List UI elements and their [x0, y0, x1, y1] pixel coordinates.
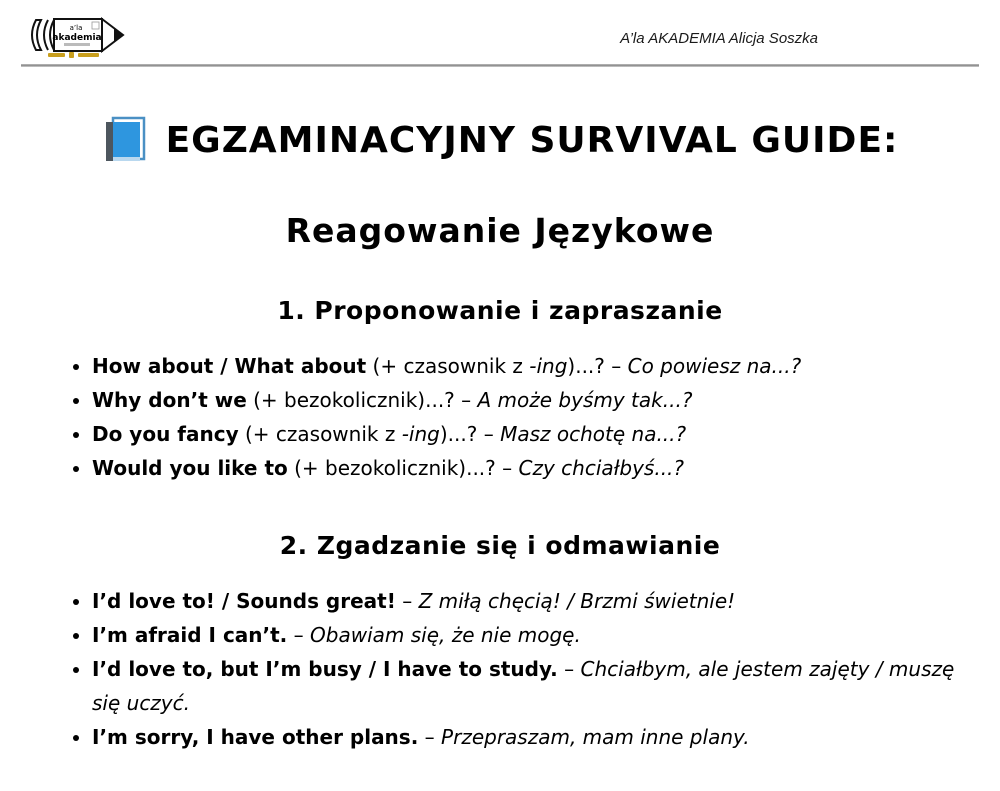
text-segment: (+ czasownik z [238, 422, 402, 446]
list-item [92, 618, 970, 652]
pencil-eraser [32, 20, 41, 50]
trademark-box [92, 22, 99, 29]
text-segment: Why don’t we [92, 388, 247, 412]
list-item [92, 417, 970, 451]
text-segment: )...? – [567, 354, 628, 378]
logo-line1: a’la [69, 24, 83, 32]
blue-book-icon [102, 115, 148, 165]
text-segment: -ing [529, 354, 568, 378]
header-divider [21, 64, 979, 67]
book-spine [106, 122, 113, 161]
text-segment: Czy chciałbyś...? [518, 456, 685, 480]
text-segment: – [395, 589, 419, 613]
page-title [0, 115, 1000, 165]
text-segment: – [418, 725, 442, 749]
logo-fineprint-bar [64, 43, 90, 46]
phrase-list-1 [0, 349, 1000, 485]
text-segment: Obawiam się, że nie mogę. [310, 623, 581, 647]
section-2-heading: 2. Zgadzanie się i odmawianie [279, 531, 721, 560]
text-segment: I’d love to, but I’m busy / I have to study. [92, 657, 558, 681]
text-segment: (+ czasownik z [366, 354, 530, 378]
text-segment: Przepraszam, mam inne plany. [441, 725, 750, 749]
text-segment: Would you like to [92, 456, 288, 480]
text-segment: I’d love to! / Sounds great! [92, 589, 396, 613]
text-segment: Co powiesz na...? [627, 354, 802, 378]
list-item [92, 383, 970, 417]
section-1-heading: 1. Proponowanie i zapraszanie [277, 296, 723, 325]
author-text: A’la AKADEMIA Alicja Soszka [620, 30, 818, 47]
text-segment: How about / What about [92, 354, 367, 378]
text-segment: Do you fancy [92, 422, 239, 446]
text-segment: – [287, 623, 311, 647]
text-segment: I’m afraid I can’t. [92, 623, 288, 647]
text-segment: I’m sorry, I have other plans. [92, 725, 419, 749]
list-item [92, 451, 970, 485]
phrase-list-2 [0, 584, 1000, 754]
list-item [92, 652, 970, 720]
akademia-pencil-logo [26, 10, 126, 60]
book-page-edge [113, 157, 140, 161]
text-segment: -ing [401, 422, 440, 446]
subtitle: Reagowanie Językowe [285, 211, 715, 250]
list-item [92, 584, 970, 618]
page-header [0, 0, 1000, 60]
logo-line2: akademia [52, 33, 102, 43]
text-segment: Chciałbym, ale jestem zajęty / muszę się uczyć. [92, 657, 955, 715]
list-item [92, 720, 970, 754]
pencil-ferrule-line [44, 20, 48, 50]
text-segment: (+ bezokolicznik)...? – [287, 456, 519, 480]
text-segment: )...? – [439, 422, 501, 446]
text-segment: Masz ochotę na...? [500, 422, 687, 446]
title-text: EGZAMINACYJNY SURVIVAL GUIDE: [165, 119, 899, 161]
text-segment: A może byśmy tak...? [477, 388, 693, 412]
list-item [92, 349, 970, 383]
text-segment: (+ bezokolicznik)...? – [246, 388, 478, 412]
pencil-tip-lead [114, 28, 123, 42]
text-segment: Z miłą chęcią! / Brzmi świetnie! [418, 589, 736, 613]
text-segment: – [557, 657, 581, 681]
logo-gold-tagline [48, 52, 99, 58]
